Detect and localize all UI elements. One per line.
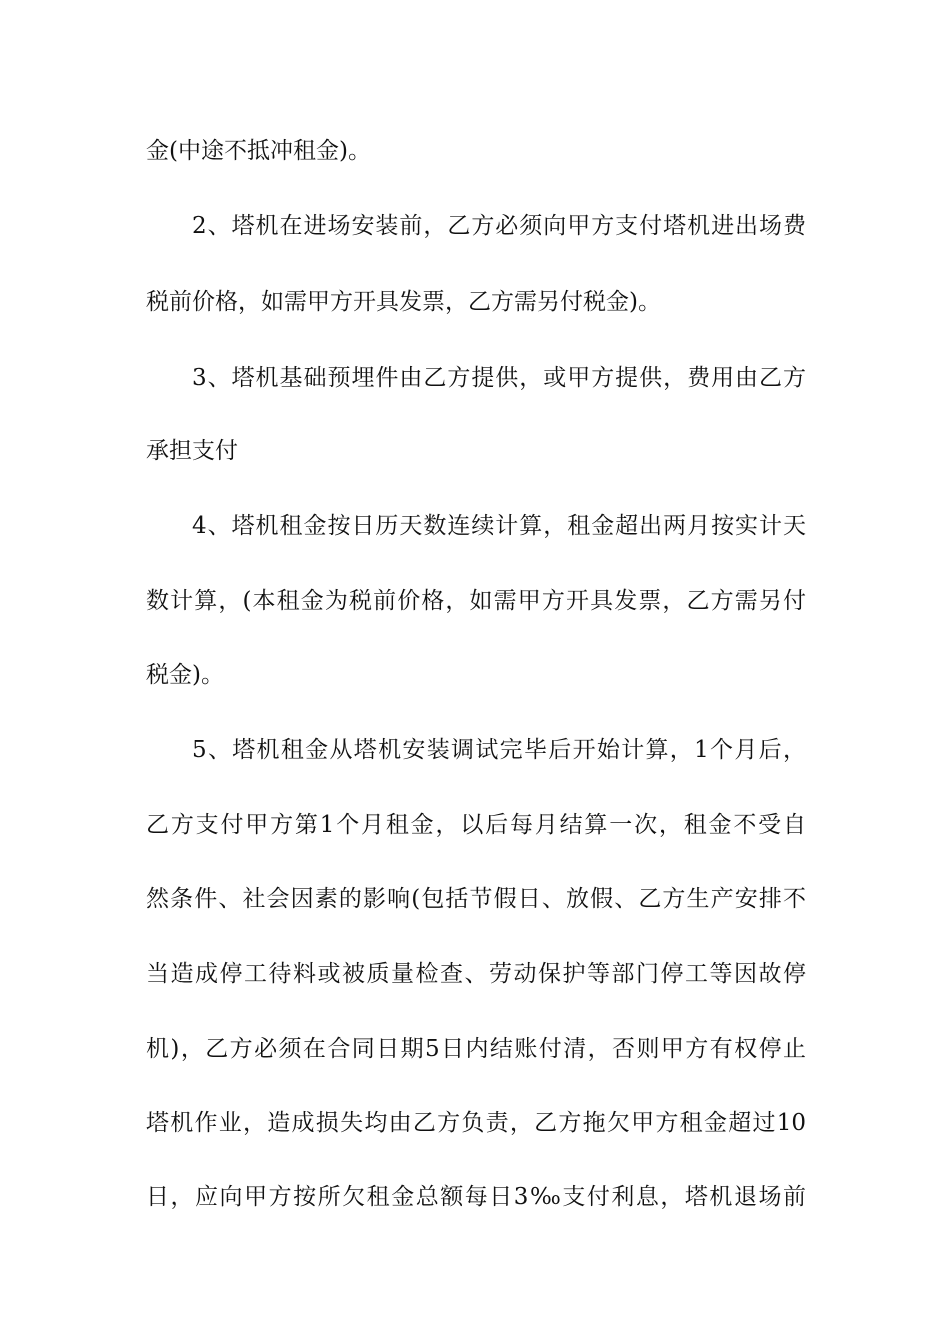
text-line-9: 5、塔机租金从塔机安装调试完毕后开始计算，1个月后， <box>192 737 806 763</box>
text-line-14: 塔机作业，造成损失均由乙方负责，乙方拖欠甲方租金超过10 <box>146 1110 806 1136</box>
text-line-5: 承担支付 <box>146 438 238 464</box>
text-line-12: 当造成停工待料或被质量检查、劳动保护等部门停工等因故停 <box>146 961 806 987</box>
text-line-13: 机)，乙方必须在合同日期5日内结账付清，否则甲方有权停止 <box>146 1036 806 1062</box>
text-line-6: 4、塔机租金按日历天数连续计算，租金超出两月按实计天 <box>192 513 806 539</box>
text-line-8: 税金)。 <box>146 662 224 688</box>
text-line-11: 然条件、社会因素的影响(包括节假日、放假、乙方生产安排不 <box>146 886 806 912</box>
text-line-4: 3、塔机基础预埋件由乙方提供，或甲方提供，费用由乙方 <box>192 365 806 391</box>
text-line-15: 日，应向甲方按所欠租金总额每日3‰支付利息，塔机退场前 <box>146 1184 806 1210</box>
text-line-7: 数计算，(本租金为税前价格，如需甲方开具发票，乙方需另付 <box>146 588 806 614</box>
text-line-1: 金(中途不抵冲租金)。 <box>146 138 371 164</box>
text-line-3: 税前价格，如需甲方开具发票，乙方需另付税金)。 <box>146 289 661 315</box>
text-line-10: 乙方支付甲方第1个月租金，以后每月结算一次，租金不受自 <box>146 812 806 838</box>
text-line-2: 2、塔机在进场安装前，乙方必须向甲方支付塔机进出场费 <box>192 213 806 239</box>
